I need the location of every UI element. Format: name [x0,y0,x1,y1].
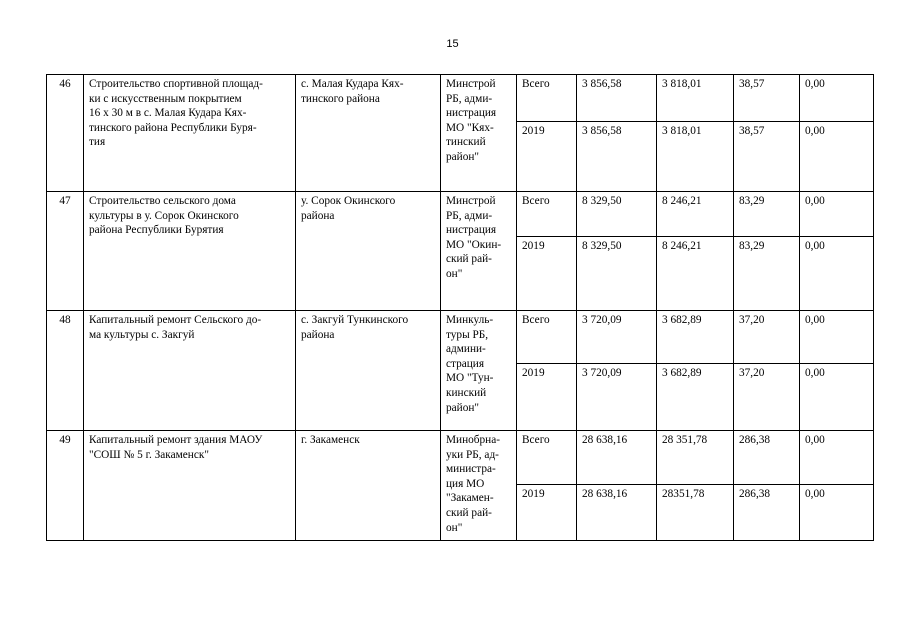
period-cell: 2019 [517,122,577,192]
object-location: с. Закгуй Тункинского района [296,311,441,431]
total-amount: 28 638,16 [577,485,657,541]
federal-amount: 3 682,89 [657,364,734,431]
object-location: с. Малая Кудара Кях- тинского района [296,75,441,192]
object-name: Капитальный ремонт Сельского до- ма культуры с. Закгуй [84,311,296,431]
total-amount: 8 329,50 [577,237,657,311]
republic-amount: 83,29 [734,192,800,237]
responsible-party: Минобрна- уки РБ, ад- министра- ция МО "Закамен- ский рай- он" [441,431,517,541]
federal-amount: 3 682,89 [657,311,734,364]
responsible-party: Минкуль- туры РБ, админи- страция МО "Тун- кинский район" [441,311,517,431]
page-number: 15 [446,38,459,50]
republic-amount: 37,20 [734,364,800,431]
period-cell: 2019 [517,237,577,311]
local-amount: 0,00 [800,122,874,192]
total-amount: 3 720,09 [577,364,657,431]
total-amount: 28 638,16 [577,431,657,485]
total-amount: 3 856,58 [577,122,657,192]
republic-amount: 83,29 [734,237,800,311]
table-row [47,431,874,485]
federal-amount: 28351,78 [657,485,734,541]
period-cell: Всего [517,311,577,364]
federal-amount: 8 246,21 [657,237,734,311]
table-row [47,192,874,237]
total-amount: 3 720,09 [577,311,657,364]
object-name: Капитальный ремонт здания МАОУ "СОШ № 5 г. Закаменск" [84,431,296,541]
total-amount: 3 856,58 [577,75,657,122]
object-name: Строительство спортивной площад- ки с искусственным покрытием 16 х 30 м в с. Малая Кудара Кях- тинского района Республики Буря- тия [84,75,296,192]
program-table [46,74,874,541]
federal-amount: 3 818,01 [657,122,734,192]
total-amount: 8 329,50 [577,192,657,237]
period-cell: 2019 [517,364,577,431]
row-number: 46 [47,75,84,192]
federal-amount: 28 351,78 [657,431,734,485]
responsible-party: Минстрой РБ, адми- нистрация МО "Кях- тинский район" [441,75,517,192]
local-amount: 0,00 [800,237,874,311]
republic-amount: 38,57 [734,122,800,192]
period-cell: Всего [517,431,577,485]
table-row [47,75,874,122]
federal-amount: 3 818,01 [657,75,734,122]
federal-amount: 8 246,21 [657,192,734,237]
object-location: у. Сорок Окинского района [296,192,441,311]
republic-amount: 38,57 [734,75,800,122]
republic-amount: 37,20 [734,311,800,364]
local-amount: 0,00 [800,75,874,122]
local-amount: 0,00 [800,431,874,485]
period-cell: 2019 [517,485,577,541]
responsible-party: Минстрой РБ, адми- нистрация МО "Окин- ский рай- он" [441,192,517,311]
object-name: Строительство сельского дома культуры в у. Сорок Окинского района Республики Бурятия [84,192,296,311]
row-number: 49 [47,431,84,541]
local-amount: 0,00 [800,485,874,541]
local-amount: 0,00 [800,364,874,431]
republic-amount: 286,38 [734,431,800,485]
local-amount: 0,00 [800,192,874,237]
object-location: г. Закаменск [296,431,441,541]
period-cell: Всего [517,192,577,237]
republic-amount: 286,38 [734,485,800,541]
row-number: 48 [47,311,84,431]
row-number: 47 [47,192,84,311]
local-amount: 0,00 [800,311,874,364]
table-row [47,311,874,364]
period-cell: Всего [517,75,577,122]
